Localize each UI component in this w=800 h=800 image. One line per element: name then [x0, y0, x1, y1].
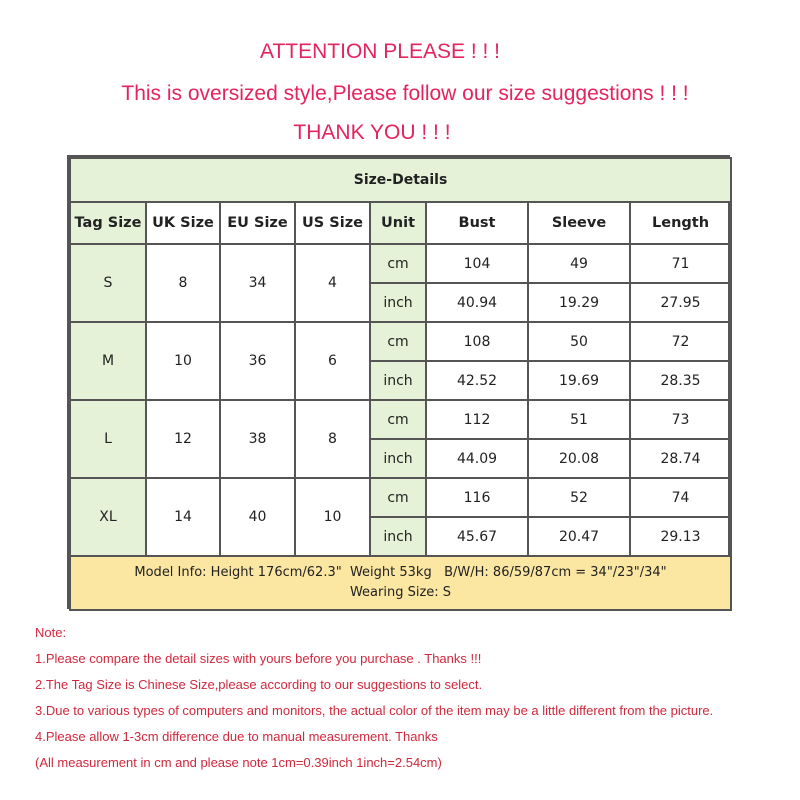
tag-size-cell: XL: [70, 478, 146, 556]
bust-cell: 108: [426, 322, 528, 361]
note-item: 1.Please compare the detail sizes with yours before you purchase . Thanks !!!: [35, 651, 482, 666]
table-row: [70, 244, 731, 283]
length-cell: 29.13: [630, 517, 731, 556]
table-row: [70, 322, 731, 361]
table-title: Size-Details: [70, 158, 731, 202]
eu-size-cell: 36: [220, 322, 295, 400]
us-size-cell: 8: [295, 400, 370, 478]
note-item: (All measurement in cm and please note 1cm=0.39inch 1inch=2.54cm): [35, 755, 442, 770]
length-cell: 27.95: [630, 283, 731, 322]
oversized-notice: This is oversized style,Please follow our size suggestions ! ! !: [121, 82, 689, 105]
sleeve-cell: 50: [528, 322, 630, 361]
unit-cell: inch: [370, 283, 426, 322]
tag-size-cell: M: [70, 322, 146, 400]
col-header-uk-size: UK Size: [146, 202, 220, 244]
col-header-length: Length: [630, 202, 731, 244]
us-size-cell: 4: [295, 244, 370, 322]
col-header-bust: Bust: [426, 202, 528, 244]
bust-cell: 116: [426, 478, 528, 517]
note-item: 3.Due to various types of computers and monitors, the actual color of the item may be a little different from the picture.: [35, 703, 714, 718]
unit-cell: inch: [370, 439, 426, 478]
size-details-table: [67, 155, 730, 609]
col-header-tag-size: Tag Size: [70, 202, 146, 244]
length-cell: 72: [630, 322, 731, 361]
length-cell: 28.35: [630, 361, 731, 400]
note-item: 2.The Tag Size is Chinese Size,please according to our suggestions to select.: [35, 677, 483, 692]
attention-heading: ATTENTION PLEASE ! ! !: [260, 40, 500, 63]
unit-cell: cm: [370, 400, 426, 439]
sleeve-cell: 19.29: [528, 283, 630, 322]
eu-size-cell: 34: [220, 244, 295, 322]
notes-section: [35, 624, 795, 780]
uk-size-cell: 14: [146, 478, 220, 556]
bust-cell: 44.09: [426, 439, 528, 478]
us-size-cell: 10: [295, 478, 370, 556]
sleeve-cell: 19.69: [528, 361, 630, 400]
sleeve-cell: 49: [528, 244, 630, 283]
col-header-us-size: US Size: [295, 202, 370, 244]
sleeve-cell: 51: [528, 400, 630, 439]
wearing-size-text: Wearing Size: S: [349, 585, 452, 600]
bust-cell: 112: [426, 400, 528, 439]
uk-size-cell: 8: [146, 244, 220, 322]
unit-cell: cm: [370, 478, 426, 517]
unit-cell: cm: [370, 322, 426, 361]
note-heading: Note:: [35, 625, 67, 640]
table-row: [70, 478, 731, 517]
sleeve-cell: 52: [528, 478, 630, 517]
col-header-sleeve: Sleeve: [528, 202, 630, 244]
bust-cell: 40.94: [426, 283, 528, 322]
col-header-unit: Unit: [370, 202, 426, 244]
uk-size-cell: 10: [146, 322, 220, 400]
bust-cell: 104: [426, 244, 528, 283]
eu-size-cell: 38: [220, 400, 295, 478]
unit-cell: cm: [370, 244, 426, 283]
note-item: 4.Please allow 1-3cm difference due to manual measurement. Thanks: [35, 729, 438, 744]
length-cell: 74: [630, 478, 731, 517]
sleeve-cell: 20.47: [528, 517, 630, 556]
length-cell: 73: [630, 400, 731, 439]
model-info-footer: [70, 556, 731, 610]
length-cell: 71: [630, 244, 731, 283]
length-cell: 28.74: [630, 439, 731, 478]
unit-cell: inch: [370, 517, 426, 556]
sleeve-cell: 20.08: [528, 439, 630, 478]
tag-size-cell: S: [70, 244, 146, 322]
unit-cell: inch: [370, 361, 426, 400]
bust-cell: 42.52: [426, 361, 528, 400]
model-info-text: Model Info: Height 176cm/62.3" Weight 53kg B/W/H: 86/59/87cm = 34"/23"/34": [134, 565, 667, 580]
eu-size-cell: 40: [220, 478, 295, 556]
bust-cell: 45.67: [426, 517, 528, 556]
table-row: [70, 400, 731, 439]
col-header-eu-size: EU Size: [220, 202, 295, 244]
uk-size-cell: 12: [146, 400, 220, 478]
tag-size-cell: L: [70, 400, 146, 478]
thank-you-heading: THANK YOU ! ! !: [293, 121, 451, 144]
us-size-cell: 6: [295, 322, 370, 400]
